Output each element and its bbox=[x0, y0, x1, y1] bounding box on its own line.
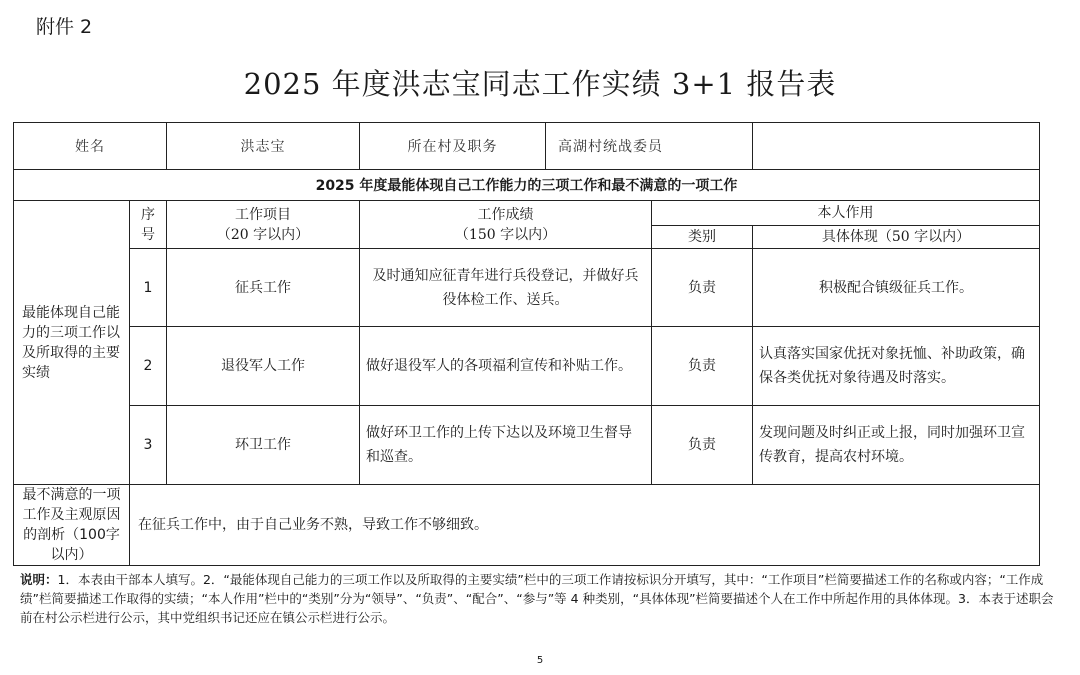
row-detail: 认真落实国家优抚对象抚恤、补助政策，确保各类优抚对象待遇及时落实。 bbox=[753, 327, 1040, 406]
attachment-label: 附件 2 bbox=[36, 16, 93, 38]
page-number: 5 bbox=[536, 655, 544, 666]
achievements-label: 最能体现自己能力的三项工作以及所取得的主要实绩 bbox=[14, 201, 130, 485]
seq-header bbox=[130, 201, 167, 249]
row-seq: 3 bbox=[130, 406, 167, 485]
unsatisfied-content: 在征兵工作中，由于自己业务不熟，导致工作不够细致。 bbox=[130, 485, 1040, 566]
project-header-1: 工作项目 bbox=[235, 206, 291, 223]
table-row bbox=[14, 249, 1040, 327]
note-label: 说明： bbox=[20, 572, 58, 587]
explanation-note bbox=[20, 570, 1060, 627]
role-detail-header: 具体体现（50 字以内） bbox=[753, 226, 1040, 249]
info-blank bbox=[753, 123, 1040, 170]
row-detail: 积极配合镇级征兵工作。 bbox=[753, 249, 1040, 327]
section-title: 2025 年度最能体现自己工作能力的三项工作和最不满意的一项工作 bbox=[14, 170, 1040, 201]
row-project: 环卫工作 bbox=[167, 406, 360, 485]
result-header-2: （150 字以内） bbox=[454, 226, 557, 243]
project-header bbox=[167, 201, 360, 249]
position-value: 高湖村统战委员 bbox=[558, 139, 663, 155]
header-row-1 bbox=[14, 201, 1040, 226]
name-label: 姓名 bbox=[14, 123, 167, 170]
unsatisfied-label: 最不满意的一项工作及主观原因的剖析（100字以内） bbox=[14, 485, 130, 566]
row-type: 负责 bbox=[652, 406, 753, 485]
project-header-2: （20 字以内） bbox=[216, 226, 310, 243]
result-header-1: 工作成绩 bbox=[477, 206, 534, 223]
result-header bbox=[360, 201, 652, 249]
row-seq: 2 bbox=[130, 327, 167, 406]
section-row bbox=[14, 170, 1040, 201]
table-row bbox=[14, 327, 1040, 406]
row-project: 退役军人工作 bbox=[167, 327, 360, 406]
seq-header-1: 序 bbox=[141, 206, 155, 223]
row-project: 征兵工作 bbox=[167, 249, 360, 327]
name-value: 洪志宝 bbox=[167, 123, 360, 170]
row-result: 及时通知应征青年进行兵役登记，并做好兵役体检工作、送兵。 bbox=[360, 249, 652, 327]
seq-header-2: 号 bbox=[141, 226, 155, 243]
position-label: 所在村及职务 bbox=[360, 123, 546, 169]
unsatisfied-row bbox=[14, 485, 1040, 566]
row-type: 负责 bbox=[652, 249, 753, 327]
row-result: 做好环卫工作的上传下达以及环境卫生督导和巡查。 bbox=[360, 406, 652, 485]
row-seq: 1 bbox=[130, 249, 167, 327]
row-result: 做好退役军人的各项福利宣传和补贴工作。 bbox=[360, 327, 652, 406]
role-type-header: 类别 bbox=[652, 226, 753, 249]
report-table bbox=[13, 122, 1040, 566]
row-type: 负责 bbox=[652, 327, 753, 406]
row-detail: 发现问题及时纠正或上报，同时加强环卫宣传教育，提高农村环境。 bbox=[753, 406, 1040, 485]
page-title: 2025 年度洪志宝同志工作实绩 3+1 报告表 bbox=[243, 67, 837, 101]
role-header: 本人作用 bbox=[652, 201, 1040, 226]
info-row bbox=[14, 123, 1040, 170]
table-row bbox=[14, 406, 1040, 485]
note-text: 1．本表由干部本人填写。2．“最能体现自己能力的三项工作以及所取得的主要实绩”栏中的三项工作请按标识分开填写，其中：“工作项目”栏简要描述工作的名称或内容；“工作成绩”栏简要描述工作取得的实绩；“本人作用”栏中的“类别”分为“领导”、“负责”、“配合”、“参与”等 4 种类别，“具体体现”栏简要描述个人在工作中所起作用的具体体现。3．本表于述职会前在村公示栏进行公示，其中党组织书记还应在镇公示栏进行公示。 bbox=[20, 572, 1054, 625]
